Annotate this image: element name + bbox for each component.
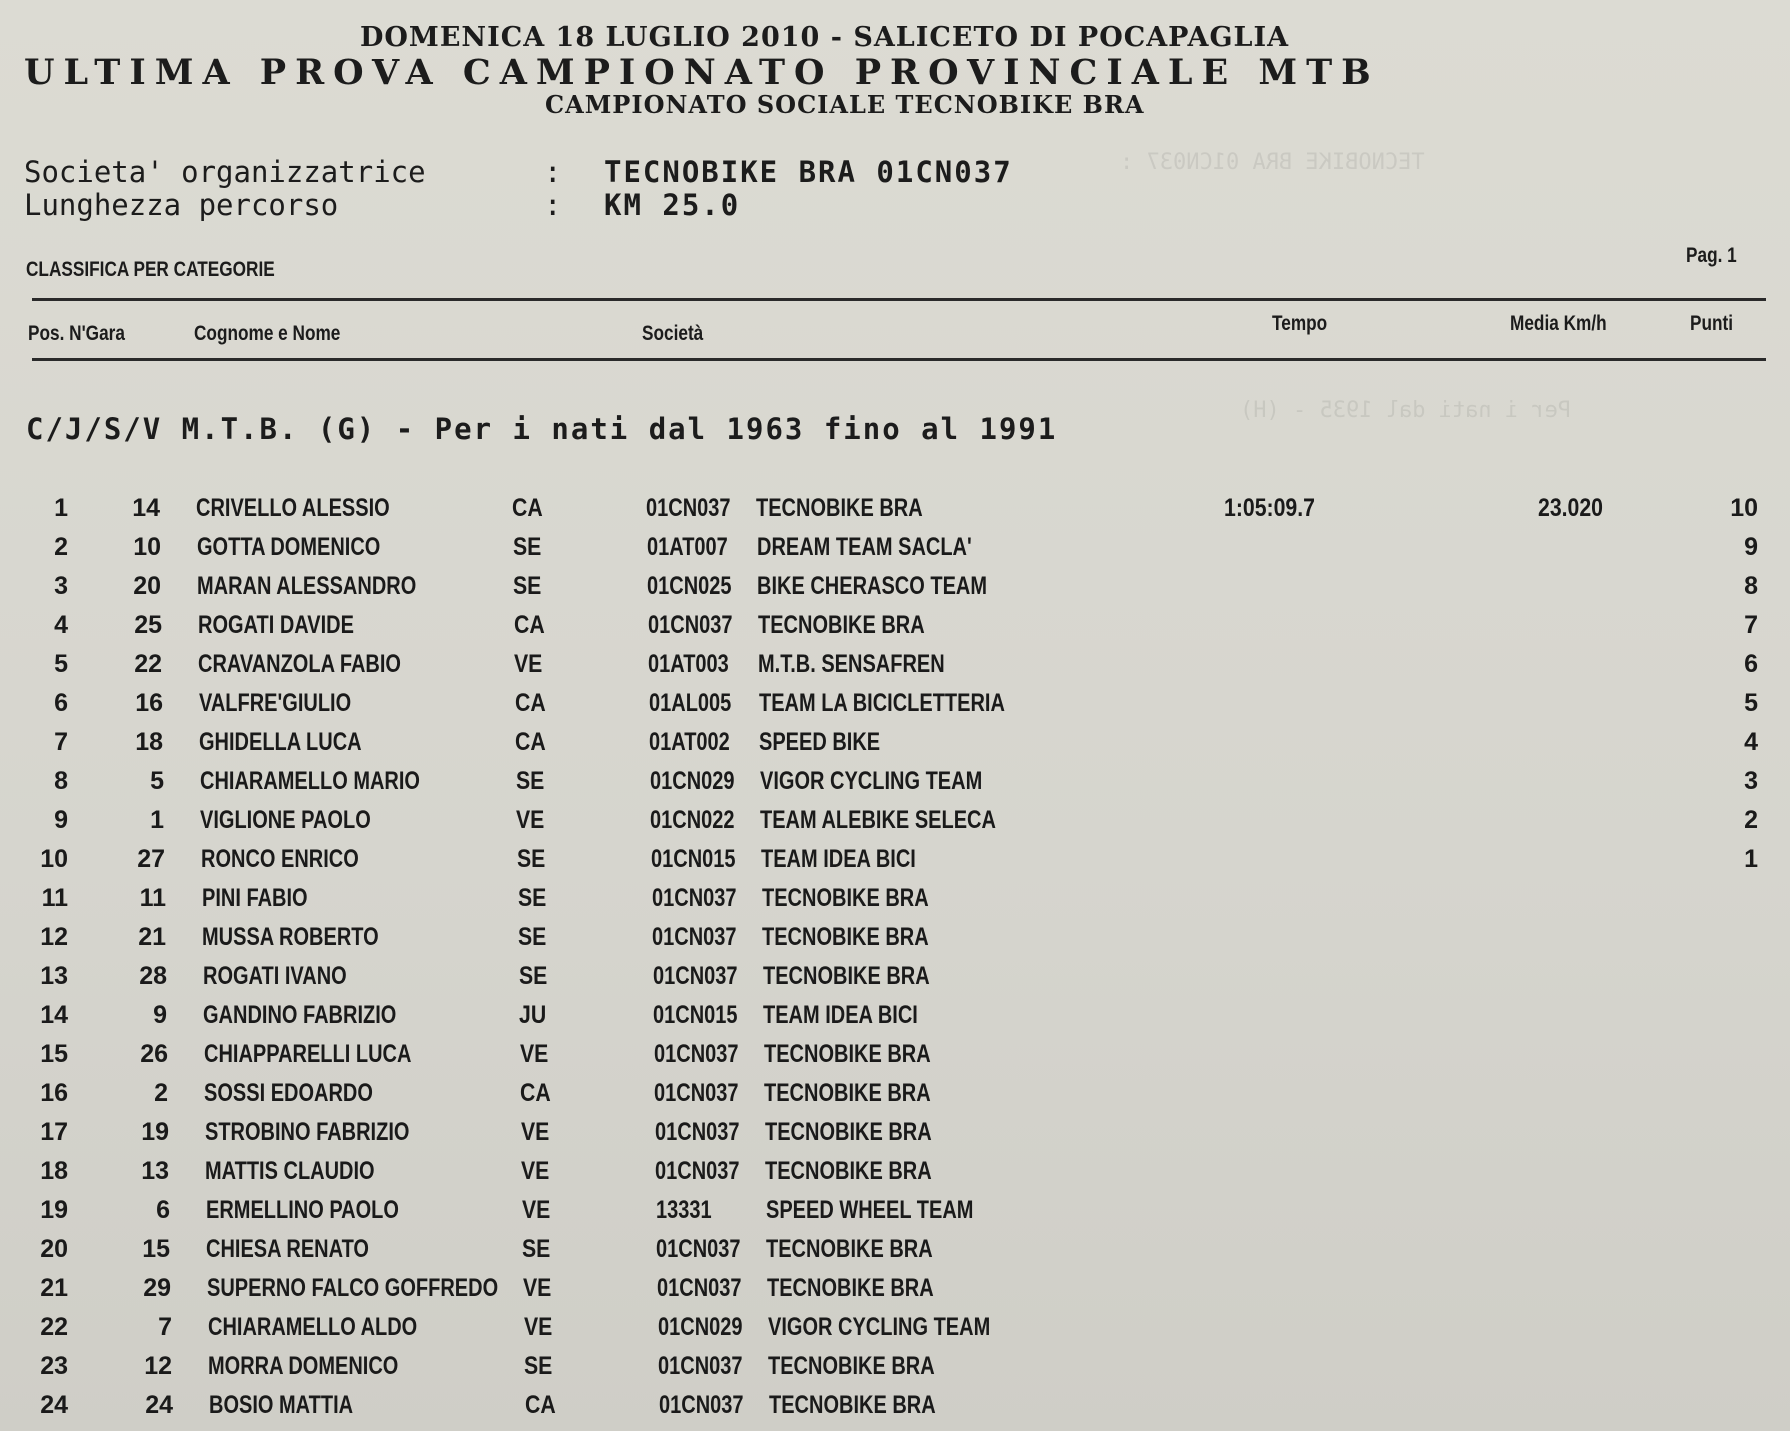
team-code-cell: 01CN029 [658, 1313, 743, 1341]
category-cell: SE [516, 767, 545, 795]
table-row [0, 494, 1790, 530]
rider-name-cell: SUPERNO FALCO GOFFREDO [207, 1274, 499, 1302]
rider-name-cell: CHIARAMELLO ALDO [208, 1313, 418, 1341]
position-cell: 21 [40, 1274, 68, 1302]
rider-name-cell: CRAVANZOLA FABIO [198, 650, 401, 678]
rider-name-cell: GOTTA DOMENICO [197, 533, 381, 561]
table-row [0, 533, 1790, 569]
col-header-time: Tempo [1272, 312, 1328, 335]
category-cell: VE [521, 1118, 550, 1146]
table-row [0, 572, 1790, 608]
position-cell: 14 [40, 1001, 68, 1029]
table-row [0, 1196, 1790, 1232]
bib-number-cell: 7 [158, 1313, 172, 1341]
bib-number-cell: 20 [133, 572, 161, 600]
category-cell: JU [519, 1001, 547, 1029]
team-code-cell: 01CN015 [653, 1001, 738, 1029]
category-cell: SE [524, 1352, 553, 1380]
team-code-cell: 01AT007 [647, 533, 728, 561]
category-cell: CA [515, 728, 546, 756]
position-cell: 15 [40, 1040, 68, 1068]
team-name-cell: TECNOBIKE BRA [765, 1157, 932, 1185]
points-cell: 1 [1744, 845, 1758, 873]
table-row [0, 1235, 1790, 1271]
organizer-label: Societa' organizzatrice [24, 155, 426, 189]
rider-name-cell: GHIDELLA LUCA [199, 728, 362, 756]
team-name-cell: TECNOBIKE BRA [767, 1274, 934, 1302]
team-name-cell: TECNOBIKE BRA [768, 1352, 935, 1380]
category-cell: VE [524, 1313, 553, 1341]
category-cell: CA [515, 689, 546, 717]
category-heading: C/J/S/V M.T.B. (G) - Per i nati dal 1963 fino al 1991 [26, 412, 1058, 446]
team-code-cell: 01CN037 [652, 923, 737, 951]
bib-number-cell: 25 [134, 611, 162, 639]
team-name-cell: VIGOR CYCLING TEAM [760, 767, 983, 795]
rider-name-cell: STROBINO FABRIZIO [205, 1118, 410, 1146]
table-row [0, 962, 1790, 998]
page-number: Pag. 1 [1686, 244, 1737, 267]
team-code-cell: 01CN037 [654, 1079, 739, 1107]
bib-number-cell: 15 [142, 1235, 170, 1263]
table-row [0, 611, 1790, 647]
position-cell: 1 [54, 494, 68, 522]
organizer-row [24, 155, 1013, 189]
table-row [0, 806, 1790, 842]
col-header-points: Punti [1690, 312, 1734, 335]
team-name-cell: BIKE CHERASCO TEAM [757, 572, 988, 600]
points-cell: 3 [1744, 767, 1758, 795]
bib-number-cell: 5 [150, 767, 164, 795]
table-row [0, 1274, 1790, 1310]
position-cell: 3 [54, 572, 68, 600]
bleed-through-text: Per i nati dal 1935 - (H) [1240, 398, 1572, 423]
category-cell: SE [518, 923, 547, 951]
bib-number-cell: 12 [144, 1352, 172, 1380]
position-cell: 11 [41, 884, 68, 912]
points-cell: 8 [1744, 572, 1758, 600]
bleed-through-text: TECNOBIKE BRA 01CN037 : [1120, 150, 1425, 175]
rider-name-cell: ROGATI IVANO [203, 962, 347, 990]
bib-number-cell: 29 [143, 1274, 171, 1302]
length-label: Lunghezza percorso [24, 188, 339, 222]
table-row [0, 1313, 1790, 1349]
classifica-label: CLASSIFICA PER CATEGORIE [26, 258, 275, 281]
category-cell: VE [522, 1196, 551, 1224]
position-cell: 19 [40, 1196, 68, 1224]
bib-number-cell: 21 [138, 923, 166, 951]
points-cell: 2 [1744, 806, 1758, 834]
position-cell: 23 [40, 1352, 68, 1380]
team-name-cell: TECNOBIKE BRA [758, 611, 925, 639]
bib-number-cell: 28 [139, 962, 167, 990]
team-code-cell: 01CN037 [646, 494, 731, 522]
rider-name-cell: MUSSA ROBERTO [202, 923, 379, 951]
rider-name-cell: VIGLIONE PAOLO [200, 806, 371, 834]
team-code-cell: 01AT002 [649, 728, 730, 756]
points-cell: 10 [1730, 494, 1758, 522]
position-cell: 4 [54, 611, 68, 639]
category-cell: CA [520, 1079, 551, 1107]
date-location-line: DOMENICA 18 LUGLIO 2010 - SALICETO DI POCAPAGLIA [360, 22, 1290, 53]
team-code-cell: 01CN037 [652, 884, 737, 912]
position-cell: 2 [54, 533, 68, 561]
team-name-cell: TECNOBIKE BRA [769, 1391, 936, 1419]
col-header-pos-gara: Pos. N'Gara [28, 322, 125, 345]
team-code-cell: 01CN015 [651, 845, 736, 873]
category-cell: SE [517, 845, 546, 873]
category-cell: SE [513, 572, 542, 600]
category-cell: CA [512, 494, 543, 522]
category-cell: VE [521, 1157, 550, 1185]
bib-number-cell: 27 [137, 845, 165, 873]
position-cell: 8 [54, 767, 68, 795]
position-cell: 18 [40, 1157, 68, 1185]
category-cell: VE [523, 1274, 552, 1302]
team-name-cell: TECNOBIKE BRA [763, 962, 930, 990]
table-row [0, 1118, 1790, 1154]
organizer-value: TECNOBIKE BRA 01CN037 [604, 155, 1013, 189]
team-name-cell: TECNOBIKE BRA [766, 1235, 933, 1263]
table-row [0, 1001, 1790, 1037]
bib-number-cell: 13 [141, 1157, 169, 1185]
table-row [0, 728, 1790, 764]
rider-name-cell: PINI FABIO [202, 884, 308, 912]
header-rule-top [32, 298, 1766, 301]
position-cell: 10 [40, 845, 68, 873]
position-cell: 13 [40, 962, 68, 990]
bib-number-cell: 16 [135, 689, 163, 717]
bib-number-cell: 26 [140, 1040, 168, 1068]
category-cell: CA [514, 611, 545, 639]
points-cell: 6 [1744, 650, 1758, 678]
table-row [0, 1157, 1790, 1193]
rider-name-cell: GANDINO FABRIZIO [203, 1001, 397, 1029]
category-cell: VE [516, 806, 545, 834]
col-header-avg: Media Km/h [1510, 312, 1607, 335]
category-cell: SE [522, 1235, 551, 1263]
table-row [0, 1391, 1790, 1427]
team-name-cell: TECNOBIKE BRA [756, 494, 923, 522]
team-code-cell: 01CN037 [659, 1391, 744, 1419]
position-cell: 5 [54, 650, 68, 678]
rider-name-cell: VALFRE'GIULIO [199, 689, 352, 717]
rider-name-cell: CRIVELLO ALESSIO [196, 494, 390, 522]
col-header-team: Società [642, 322, 704, 345]
position-cell: 20 [40, 1235, 68, 1263]
points-cell: 9 [1744, 533, 1758, 561]
team-name-cell: TECNOBIKE BRA [764, 1079, 931, 1107]
position-cell: 24 [40, 1391, 68, 1419]
team-name-cell: TECNOBIKE BRA [762, 923, 929, 951]
rider-name-cell: MATTIS CLAUDIO [205, 1157, 375, 1185]
position-cell: 16 [40, 1079, 68, 1107]
team-name-cell: SPEED WHEEL TEAM [766, 1196, 974, 1224]
team-code-cell: 13331 [656, 1196, 712, 1224]
points-cell: 4 [1744, 728, 1758, 756]
team-code-cell: 01CN037 [656, 1235, 741, 1263]
bib-number-cell: 9 [153, 1001, 167, 1029]
category-cell: SE [518, 884, 547, 912]
table-row [0, 1079, 1790, 1115]
team-code-cell: 01CN029 [650, 767, 735, 795]
team-code-cell: 01CN025 [647, 572, 732, 600]
position-cell: 12 [40, 923, 68, 951]
bib-number-cell: 18 [135, 728, 163, 756]
rider-name-cell: ROGATI DAVIDE [198, 611, 354, 639]
team-code-cell: 01CN022 [650, 806, 735, 834]
team-code-cell: 01CN037 [654, 1040, 739, 1068]
team-code-cell: 01AT003 [648, 650, 729, 678]
team-code-cell: 01CN037 [657, 1274, 742, 1302]
position-cell: 6 [54, 689, 68, 717]
header-rule-bottom [32, 358, 1766, 361]
team-name-cell: M.T.B. SENSAFREN [758, 650, 945, 678]
bib-number-cell: 19 [141, 1118, 169, 1146]
team-code-cell: 01CN037 [648, 611, 733, 639]
length-value: KM 25.0 [604, 188, 741, 222]
team-code-cell: 01CN037 [655, 1118, 740, 1146]
organizer-colon: : [544, 155, 562, 189]
rider-name-cell: CHIESA RENATO [206, 1235, 369, 1263]
table-row [0, 650, 1790, 686]
time-cell: 1:05:09.7 [1224, 494, 1315, 522]
col-header-name: Cognome e Nome [194, 322, 341, 345]
category-cell: VE [514, 650, 543, 678]
table-row [0, 845, 1790, 881]
table-row [0, 689, 1790, 725]
rider-name-cell: MARAN ALESSANDRO [197, 572, 417, 600]
team-code-cell: 01AL005 [649, 689, 732, 717]
bib-number-cell: 24 [145, 1391, 173, 1419]
team-code-cell: 01CN037 [653, 962, 738, 990]
team-code-cell: 01CN037 [655, 1157, 740, 1185]
team-name-cell: TEAM LA BICICLETTERIA [759, 689, 1005, 717]
rider-name-cell: CHIARAMELLO MARIO [200, 767, 420, 795]
table-row [0, 1040, 1790, 1076]
team-name-cell: VIGOR CYCLING TEAM [768, 1313, 991, 1341]
avg-speed-cell: 23.020 [1538, 494, 1603, 522]
team-code-cell: 01CN037 [658, 1352, 743, 1380]
bib-number-cell: 6 [156, 1196, 170, 1224]
position-cell: 17 [40, 1118, 68, 1146]
rider-name-cell: CHIAPPARELLI LUCA [204, 1040, 412, 1068]
position-cell: 22 [40, 1313, 68, 1341]
page-title: ULTIMA PROVA CAMPIONATO PROVINCIALE MTB [24, 52, 1380, 93]
table-row [0, 884, 1790, 920]
page-subtitle: CAMPIONATO SOCIALE TECNOBIKE BRA [545, 90, 1145, 119]
team-name-cell: SPEED BIKE [759, 728, 881, 756]
bib-number-cell: 11 [139, 884, 166, 912]
bib-number-cell: 22 [134, 650, 162, 678]
team-name-cell: TECNOBIKE BRA [762, 884, 929, 912]
points-cell: 7 [1744, 611, 1758, 639]
category-cell: CA [525, 1391, 556, 1419]
table-row [0, 767, 1790, 803]
team-name-cell: TECNOBIKE BRA [764, 1040, 931, 1068]
category-cell: SE [519, 962, 548, 990]
category-cell: VE [520, 1040, 549, 1068]
length-colon: : [544, 188, 562, 222]
bib-number-cell: 14 [132, 494, 160, 522]
team-name-cell: TEAM IDEA BICI [763, 1001, 918, 1029]
bib-number-cell: 1 [150, 806, 164, 834]
bib-number-cell: 2 [154, 1079, 168, 1107]
category-cell: SE [513, 533, 542, 561]
bib-number-cell: 10 [133, 533, 161, 561]
team-name-cell: TEAM IDEA BICI [761, 845, 916, 873]
rider-name-cell: ERMELLINO PAOLO [206, 1196, 399, 1224]
points-cell: 5 [1744, 689, 1758, 717]
rider-name-cell: SOSSI EDOARDO [204, 1079, 373, 1107]
rider-name-cell: RONCO ENRICO [201, 845, 359, 873]
table-row [0, 1352, 1790, 1388]
position-cell: 9 [54, 806, 68, 834]
rider-name-cell: BOSIO MATTIA [209, 1391, 354, 1419]
team-name-cell: TEAM ALEBIKE SELECA [760, 806, 996, 834]
team-name-cell: TECNOBIKE BRA [765, 1118, 932, 1146]
length-row [24, 188, 740, 222]
table-row [0, 923, 1790, 959]
team-name-cell: DREAM TEAM SACLA' [757, 533, 972, 561]
rider-name-cell: MORRA DOMENICO [208, 1352, 399, 1380]
position-cell: 7 [54, 728, 68, 756]
